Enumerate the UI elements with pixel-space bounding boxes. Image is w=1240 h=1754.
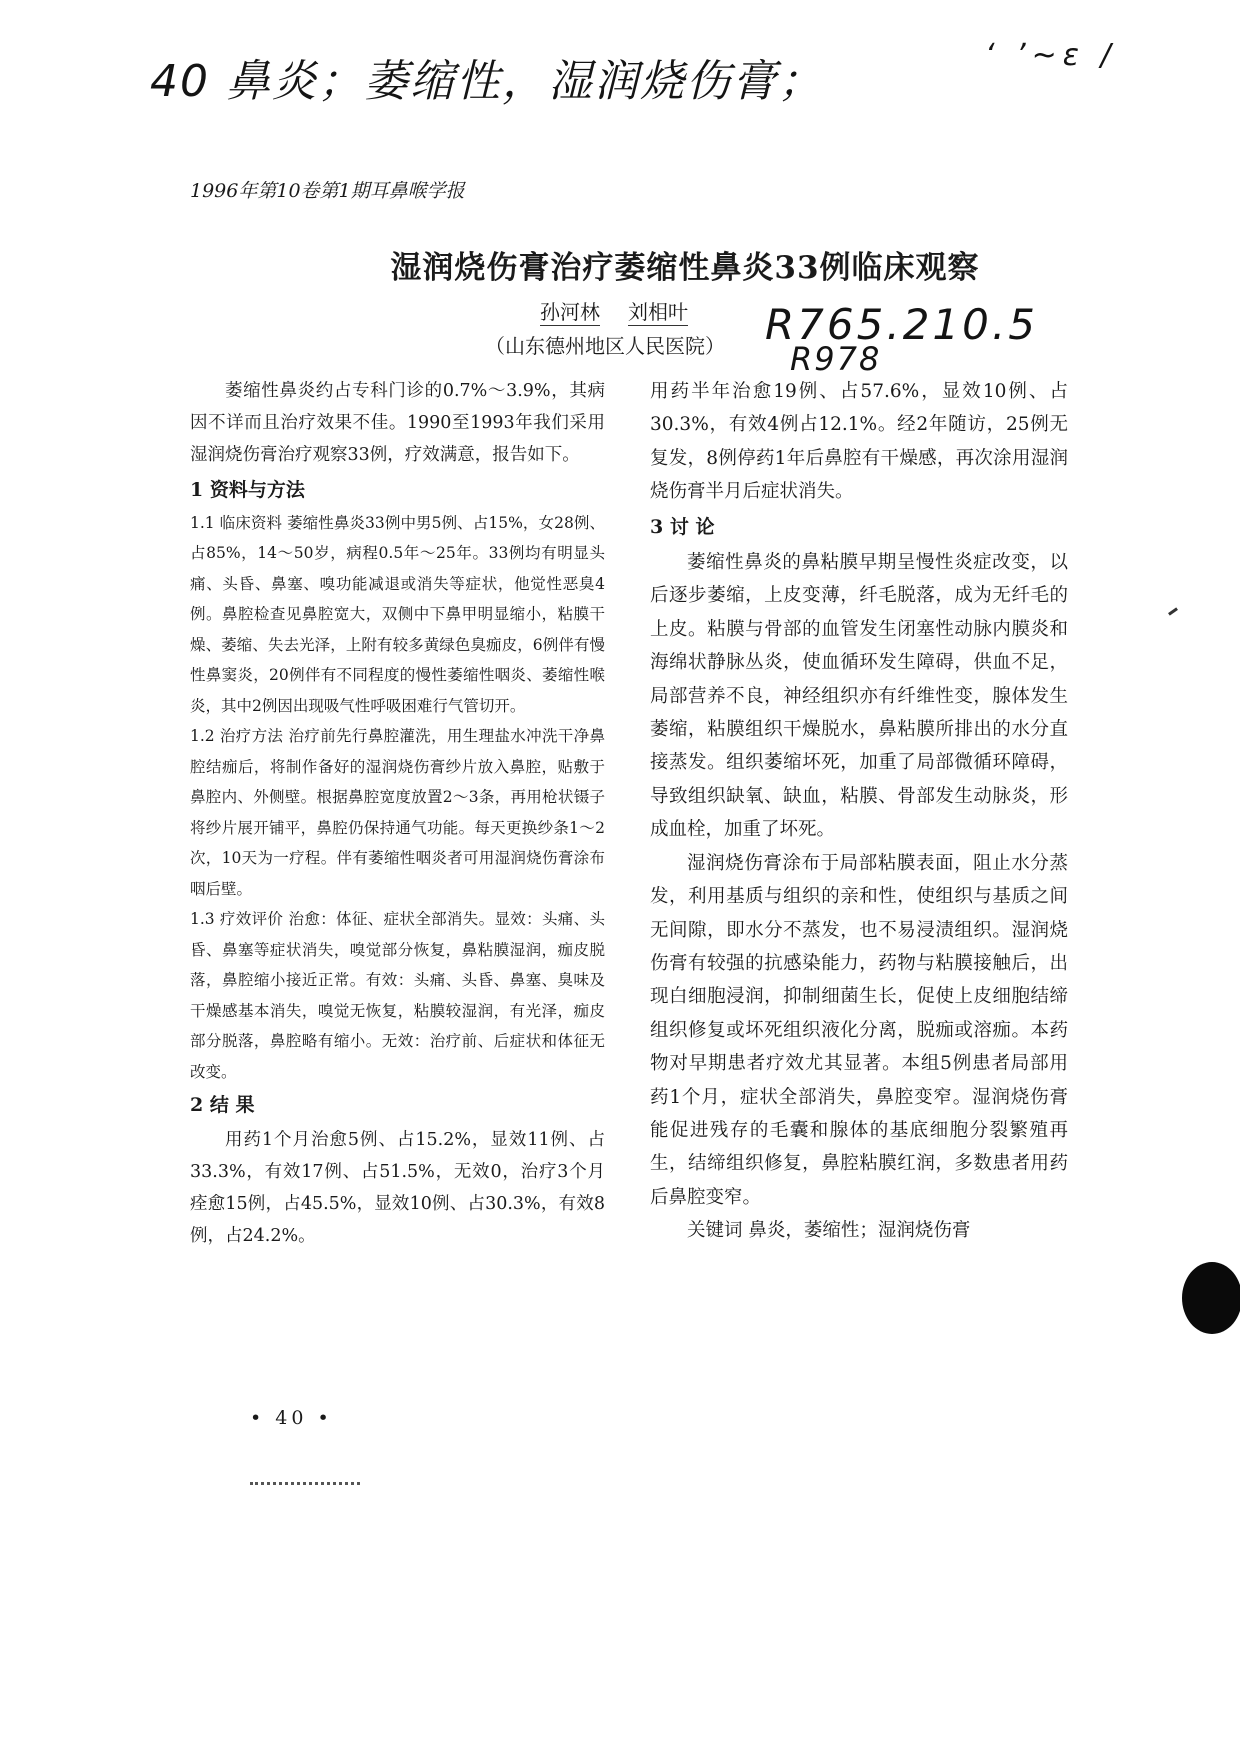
scan-artifact-dashes: [250, 1482, 360, 1489]
discussion-paragraph: 萎缩性鼻炎的鼻粘膜早期呈慢性炎症改变，以后逐步萎缩，上皮变薄，纤毛脱落，成为无纤毛的上皮。粘膜与骨部的血管发生闭塞性动脉内膜炎和海绵状静脉丛炎，使血循环发生障碍，供血不足，局部营养不良，神经组织亦有纤维性变，腺体发生萎缩，粘膜组织干燥脱水，鼻粘膜所排出的水分直接蒸发。组织萎缩坏死，加重了局部微循环障碍，导致组织缺氧、缺血，粘膜、骨部发生动脉炎，形成血栓，加重了坏死。: [650, 552, 1068, 841]
journal-citation: 1996年第10卷第1期耳鼻喉学报: [190, 180, 465, 202]
treatment-method-paragraph: 1.2 治疗方法 治疗前先行鼻腔灌洗，用生理盐水冲洗干净鼻腔结痂后，将制作备好的湿润烧伤膏纱片放入鼻腔，贴敷于鼻腔内、外侧壁。根据鼻腔宽度放置2～3条，再用枪状镊子将纱片展开铺平，鼻腔仍保持通气功能。每天更换纱条1～2次，10天为一疗程。伴有萎缩性咽炎者可用湿润烧伤膏涂布咽后壁。: [190, 727, 605, 898]
author-affiliation: （山东德州地区人民医院）: [485, 334, 725, 358]
handwritten-class-code: R765.210.5: [765, 300, 1038, 349]
author-name: 刘相叶: [628, 296, 688, 326]
section-heading: 1 资料与方法: [190, 478, 305, 501]
section-heading: 3 讨 论: [650, 515, 715, 538]
right-column: [650, 375, 1068, 1248]
results-paragraph: 用药1个月治愈5例、占15.2%，显效11例、占33.3%，有效17例、占51.5%，无效0，治疗3个月痊愈15例，占45.5%，显效10例、占30.3%，有效8例，占24.2%。: [190, 1129, 605, 1247]
handwritten-index-note: 40 鼻炎；萎缩性，湿润烧伤膏；: [150, 56, 824, 107]
scan-artifact-mark: [1168, 607, 1178, 615]
page-number: • 40 •: [250, 1407, 333, 1429]
handwritten-corner-mark: ‘ ’~ɛ /: [985, 38, 1117, 73]
discussion-paragraph: 湿润烧伤膏涂布于局部粘膜表面，阻止水分蒸发，利用基质与组织的亲和性，使组织与基质之间无间隙，即水分不蒸发，也不易浸渍组织。湿润烧伤膏有较强的抗感染能力，药物与粘膜接触后，出现白细胞浸润，抑制细菌生长，促使上皮细胞结缔组织修复或坏死组织液化分离，脱痂或溶痂。本药物对早期患者疗效尤其显著。本组5例患者局部用药1个月，症状全部消失，鼻腔变窄。湿润烧伤膏能促进残存的毛囊和腺体的基底细胞分裂繁殖再生，结缔组织修复，鼻腔粘膜红润，多数患者用药后鼻腔变窄。: [650, 852, 1068, 1208]
efficacy-criteria-paragraph: 1.3 疗效评价 治愈：体征、症状全部消失。显效：头痛、头昏、鼻塞等症状消失，嗅觉部分恢复，鼻粘膜湿润，痂皮脱落，鼻腔缩小接近正常。有效：头痛、头昏、鼻塞、臭味及干燥感基本消失，嗅觉无恢复，粘膜较湿润，有光泽，痂皮部分脱落，鼻腔略有缩小。无效：治疗前、后症状和体征无改变。: [190, 910, 605, 1081]
article-title: 湿润烧伤膏治疗萎缩性鼻炎33例临床观察: [390, 250, 980, 286]
handwritten-class-code-secondary: R978: [790, 340, 882, 378]
ink-blot: [1182, 1262, 1240, 1334]
section-heading: 2 结 果: [190, 1094, 255, 1117]
results-continued-paragraph: 用药半年治愈19例、占57.6%，显效10例、占30.3%，有效4例占12.1%。经2年随访，25例无复发，8例停药1年后鼻腔有干燥感，再次涂用湿润烧伤膏半月后症状消失。: [650, 381, 1068, 503]
left-column: [190, 375, 605, 1252]
clinical-data-paragraph: 1.1 临床资料 萎缩性鼻炎33例中男5例、占15%，女28例、占85%，14～50岁，病程0.5年～25年。33例均有明显头痛、头昏、鼻塞、嗅功能减退或消失等症状，他觉性恶臭4例。鼻腔检查见鼻腔宽大，双侧中下鼻甲明显缩小，粘膜干燥、萎缩、失去光泽，上附有较多黄绿色臭痂皮，6例伴有慢性鼻窦炎，20例伴有不同程度的慢性萎缩性咽炎、萎缩性喉炎，其中2例因出现吸气性呼吸困难行气管切开。: [190, 513, 605, 715]
author-line: [540, 296, 716, 326]
intro-paragraph: 萎缩性鼻炎约占专科门诊的0.7%～3.9%，其病因不详而且治疗效果不佳。1990至1993年我们采用湿润烧伤膏治疗观察33例，疗效满意，报告如下。: [190, 381, 605, 466]
author-name: 孙河林: [540, 296, 600, 326]
keywords-line: 关键词 鼻炎，萎缩性；湿润烧伤膏: [687, 1220, 971, 1242]
